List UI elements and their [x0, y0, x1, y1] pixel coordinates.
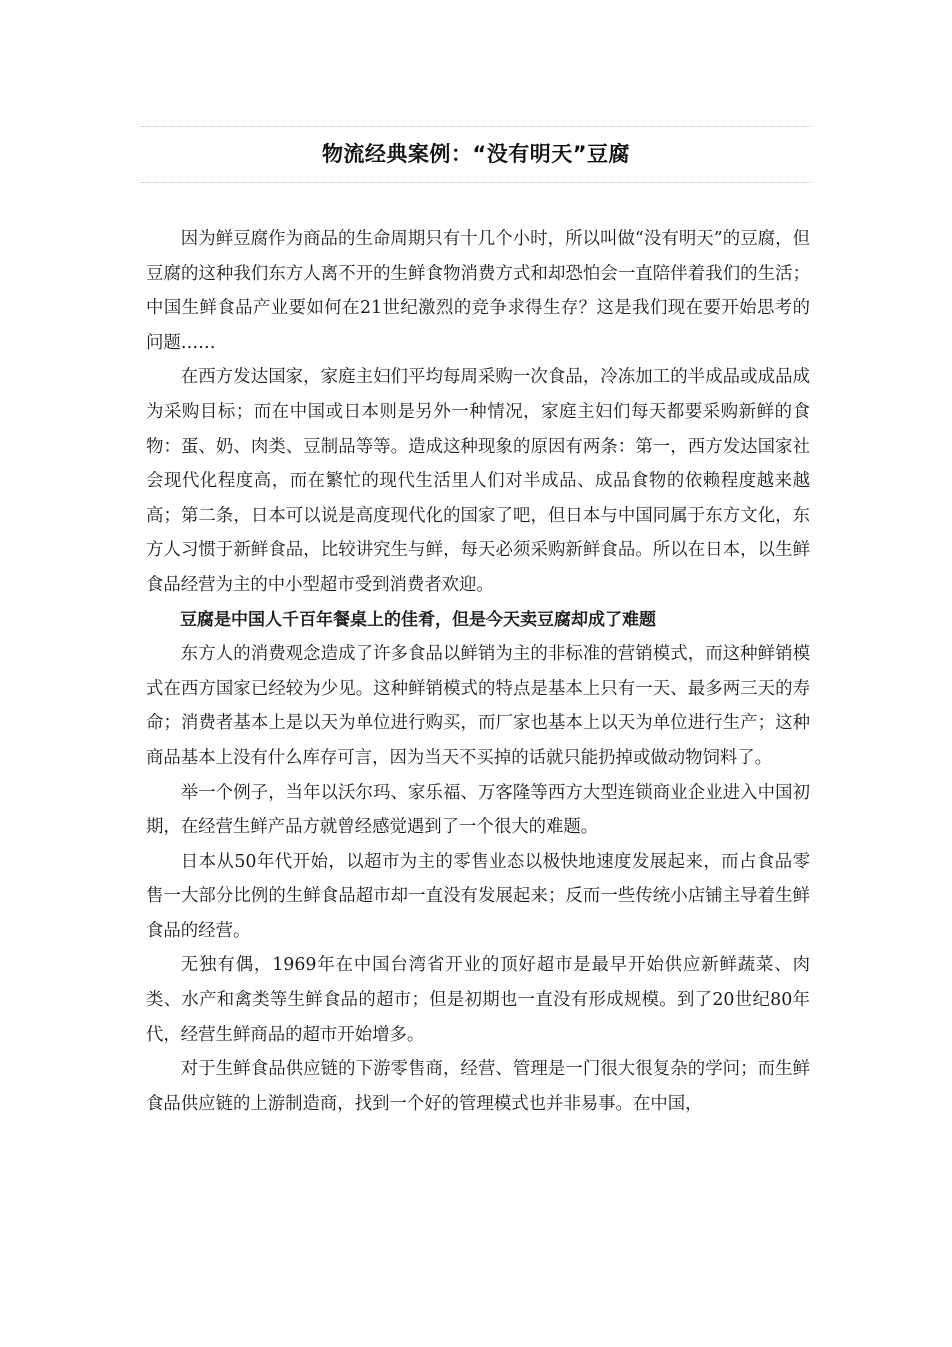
title-top-rule [140, 126, 812, 127]
paragraph-supply-chain: 对于生鲜食品供应链的下游零售商，经营、管理是一门很大很复杂的学问；而生鲜食品供应链的上游制造商，找到一个好的管理模式也并非易事。在中国， [146, 1059, 810, 1114]
paragraph-example: 举一个例子，当年以沃尔玛、家乐福、万客隆等西方大型连锁商业企业进入中国初期，在经营生鲜产品方就曾经感觉遇到了一个很大的难题。 [146, 782, 810, 838]
document-title: 物流经典案例：“没有明天”豆腐 [321, 142, 631, 166]
paragraph-fresh-sales-model: 东方人的消费观念造成了许多食品以鲜销为主的非标准的营销模式，而这种鲜销模式在西方国家已经较为少见。这种鲜销模式的特点是基本上只有一天、最多两三天的寿命；消费者基本上是以天为单位进行购买，而厂家也基本上以天为单位进行生产；这种商品基本上没有什么库存可言，因为当天不买掉的话就只能扔掉或做动物饲料了。 [146, 644, 810, 768]
paragraph-intro: 因为鲜豆腐作为商品的生命周期只有十几个小时，所以叫做“没有明天”的豆腐，但豆腐的这种我们东方人离不开的生鲜食物消费方式和却恐怕会一直陪伴着我们的生活；中国生鲜食品产业要如何在21世纪激烈的竞争求得生存？这是我们现在要开始思考的问题…… [146, 229, 810, 353]
title-bottom-rule [140, 182, 812, 183]
paragraph-west-vs-east: 在西方发达国家，家庭主妇们平均每周采购一次食品，冷冻加工的半成品或成品成为采购目标；而在中国或日本则是另外一种情况，家庭主妇们每天都要采购新鲜的食物：蛋、奶、肉类、豆制品等等。造成这种现象的原因有两条：第一，西方发达国家社会现代化程度高，而在繁忙的现代生活里人们对半成品、成品食物的依赖程度越来越高；第二条，日本可以说是高度现代化的国家了吧，但日本与中国同属于东方文化，东方人习惯于新鲜食品，比较讲究生与鲜，每天必须采购新鲜食品。所以在日本，以生鲜食品经营为主的中小型超市受到消费者欢迎。 [146, 367, 810, 595]
paragraph-japan: 日本从50年代开始，以超市为主的零售业态以极快地速度发展起来，而占食品零售一大部分比例的生鲜食品超市却一直没有发展起来；反而一些传统小店铺主导着生鲜食品的经营。 [146, 851, 810, 941]
document-body [146, 222, 810, 1121]
section-heading: 豆腐是中国人千百年餐桌上的佳肴，但是今天卖豆腐却成了难题 [180, 609, 656, 630]
paragraph-taiwan: 无独有偶，1969年在中国台湾省开业的顶好超市是最早开始供应新鲜蔬菜、肉类、水产和禽类等生鲜食品的超市；但是初期也一直没有形成规模。到了20世纪80年代，经营生鲜商品的超市开始增多。 [146, 955, 810, 1045]
